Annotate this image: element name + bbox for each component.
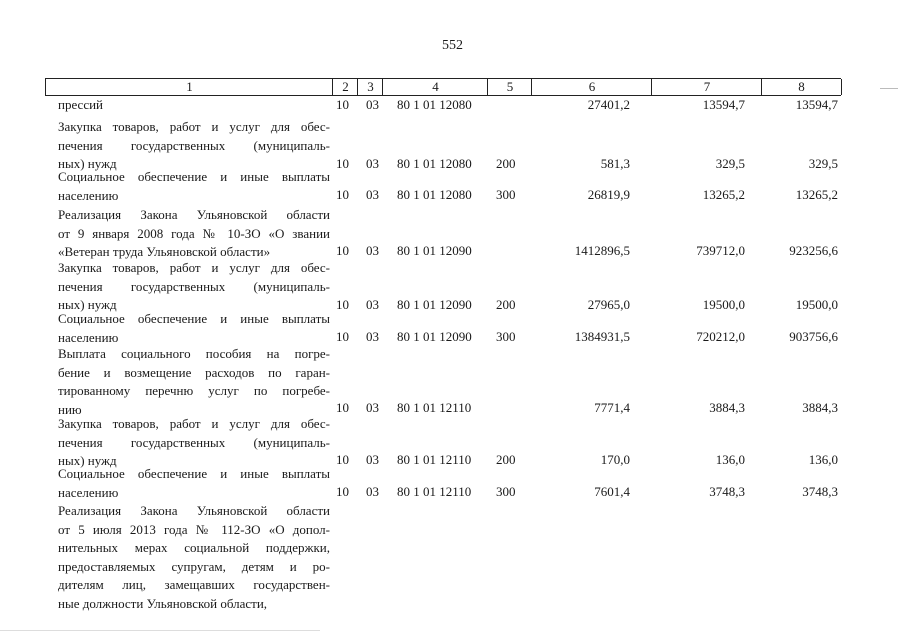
cell-c7: 329,5 bbox=[715, 156, 745, 171]
cell-c8: 3748,3 bbox=[802, 484, 838, 499]
description-line: печения государственных (муниципаль- bbox=[58, 137, 330, 153]
description-line: Выплата социального пособия на погре- bbox=[58, 346, 330, 361]
cell-c5: 300 bbox=[496, 329, 516, 344]
table-header bbox=[45, 78, 841, 96]
cell-c2: 10 bbox=[336, 452, 349, 467]
header-col-4: 4 bbox=[382, 79, 488, 95]
cell-c7: 739712,0 bbox=[696, 243, 745, 258]
description-line: от 5 июля 2013 года № 112-ЗО «О допол- bbox=[58, 521, 330, 537]
description-line: предоставляемых супругам, детям и ро- bbox=[58, 558, 330, 574]
cell-c4: 80 1 01 12110 bbox=[397, 400, 472, 415]
cell-c2: 10 bbox=[336, 484, 349, 499]
cell-c5: 200 bbox=[496, 156, 516, 171]
cell-c7: 19500,0 bbox=[702, 297, 745, 312]
description-line: населению bbox=[58, 484, 119, 500]
header-col-8: 8 bbox=[761, 79, 842, 95]
row-description bbox=[58, 345, 330, 419]
description-line: ных) нужд bbox=[58, 156, 117, 171]
cell-c3: 03 bbox=[366, 187, 379, 202]
cell-c5: 200 bbox=[496, 297, 516, 312]
page-number: 552 bbox=[442, 38, 463, 53]
cell-c6: 26819,9 bbox=[587, 187, 630, 202]
description-line: Закупка товаров, работ и услуг для обес- bbox=[58, 260, 330, 275]
cell-c3: 03 bbox=[366, 97, 379, 112]
cell-c8: 923256,6 bbox=[789, 243, 838, 258]
cell-c7: 3748,3 bbox=[709, 484, 745, 499]
cell-c2: 10 bbox=[336, 400, 349, 415]
description-line: печения государственных (муниципаль- bbox=[58, 278, 330, 294]
description-line: Социальное обеспечение и иные выплаты bbox=[58, 311, 330, 326]
cell-c8: 3884,3 bbox=[802, 400, 838, 415]
description-line: населению bbox=[58, 187, 119, 203]
cell-c3: 03 bbox=[366, 400, 379, 415]
cell-c4: 80 1 01 12090 bbox=[397, 243, 472, 258]
row-description bbox=[58, 168, 330, 205]
cell-c3: 03 bbox=[366, 484, 379, 499]
description-line: ных) нужд bbox=[58, 453, 117, 468]
cell-c6: 7601,4 bbox=[594, 484, 630, 499]
row-description bbox=[58, 415, 330, 471]
description-line: от 9 января 2008 года № 10-ЗО «О звании bbox=[58, 225, 330, 241]
cell-c6: 27401,2 bbox=[587, 97, 630, 112]
scan-mark bbox=[880, 88, 898, 89]
header-col-5: 5 bbox=[487, 79, 532, 95]
row-description bbox=[58, 465, 330, 502]
cell-c4: 80 1 01 12110 bbox=[397, 484, 472, 499]
cell-c4: 80 1 01 12090 bbox=[397, 297, 472, 312]
cell-c4: 80 1 01 12080 bbox=[397, 156, 472, 171]
description-line: печения государственных (муниципаль- bbox=[58, 434, 330, 450]
row-description bbox=[58, 259, 330, 315]
description-line: ные должности Ульяновской области, bbox=[58, 595, 268, 611]
cell-c8: 13265,2 bbox=[795, 187, 838, 202]
cell-c5: 300 bbox=[496, 484, 516, 499]
cell-c5: 200 bbox=[496, 452, 516, 467]
row-description bbox=[58, 310, 330, 347]
cell-c8: 903756,6 bbox=[789, 329, 838, 344]
cell-c7: 13594,7 bbox=[702, 97, 745, 112]
cell-c6: 1384931,5 bbox=[574, 329, 630, 344]
cell-c2: 10 bbox=[336, 297, 349, 312]
row-description bbox=[58, 96, 330, 115]
description-line: населению bbox=[58, 329, 119, 345]
cell-c2: 10 bbox=[336, 97, 349, 112]
description-line: тированному перечню услуг по погребе- bbox=[58, 383, 330, 398]
cell-c4: 80 1 01 12090 bbox=[397, 329, 472, 344]
cell-c3: 03 bbox=[366, 297, 379, 312]
cell-c7: 13265,2 bbox=[702, 187, 745, 202]
cell-c3: 03 bbox=[366, 452, 379, 467]
description-line: бение и возмещение расходов по гаран- bbox=[58, 364, 330, 380]
cell-c6: 1412896,5 bbox=[574, 243, 630, 258]
cell-c2: 10 bbox=[336, 243, 349, 258]
cell-c2: 10 bbox=[336, 156, 349, 171]
cell-c7: 720212,0 bbox=[696, 329, 745, 344]
cell-c6: 7771,4 bbox=[594, 400, 630, 415]
header-col-2: 2 bbox=[332, 79, 358, 95]
description-line: прессий bbox=[58, 97, 104, 112]
cell-c4: 80 1 01 12110 bbox=[397, 452, 472, 467]
cell-c3: 03 bbox=[366, 156, 379, 171]
description-line: нию bbox=[58, 401, 82, 417]
description-line: нительных мерах социальной поддержки, bbox=[58, 540, 330, 555]
cell-c6: 27965,0 bbox=[587, 297, 630, 312]
cell-c2: 10 bbox=[336, 329, 349, 344]
scan-mark bbox=[0, 630, 320, 631]
header-col-1: 1 bbox=[45, 79, 333, 95]
row-description bbox=[58, 118, 330, 174]
description-line: Закупка товаров, работ и услуг для обес- bbox=[58, 119, 330, 134]
cell-c7: 136,0 bbox=[715, 452, 745, 467]
header-col-6: 6 bbox=[531, 79, 652, 95]
description-line: «Ветеран труда Ульяновской области» bbox=[58, 244, 271, 259]
cell-c8: 329,5 bbox=[808, 156, 838, 171]
cell-c7: 3884,3 bbox=[709, 400, 745, 415]
description-line: дителям лиц, замещавших государствен- bbox=[58, 577, 330, 592]
cell-c6: 581,3 bbox=[600, 156, 630, 171]
cell-c3: 03 bbox=[366, 329, 379, 344]
description-line: Закупка товаров, работ и услуг для обес- bbox=[58, 416, 330, 431]
description-line: ных) нужд bbox=[58, 297, 117, 312]
header-col-7: 7 bbox=[651, 79, 762, 95]
cell-c4: 80 1 01 12080 bbox=[397, 97, 472, 112]
cell-c8: 13594,7 bbox=[795, 97, 838, 112]
description-line: Социальное обеспечение и иные выплаты bbox=[58, 169, 330, 184]
description-line: Реализация Закона Ульяновской области bbox=[58, 503, 330, 518]
cell-c2: 10 bbox=[336, 187, 349, 202]
cell-c4: 80 1 01 12080 bbox=[397, 187, 472, 202]
row-description bbox=[58, 502, 330, 613]
header-col-3: 3 bbox=[357, 79, 383, 95]
cell-c6: 170,0 bbox=[600, 452, 630, 467]
cell-c8: 19500,0 bbox=[795, 297, 838, 312]
cell-c8: 136,0 bbox=[808, 452, 838, 467]
description-line: Реализация Закона Ульяновской области bbox=[58, 207, 330, 222]
row-description bbox=[58, 206, 330, 262]
cell-c3: 03 bbox=[366, 243, 379, 258]
description-line: Социальное обеспечение и иные выплаты bbox=[58, 466, 330, 481]
cell-c5: 300 bbox=[496, 187, 516, 202]
